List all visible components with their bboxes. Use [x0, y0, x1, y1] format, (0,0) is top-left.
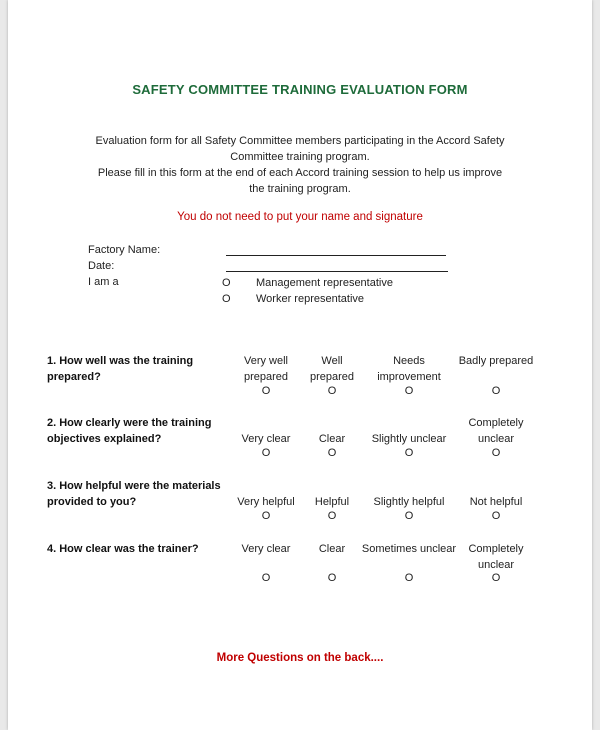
q2-option-2: Clear	[318, 433, 346, 445]
intro-paragraph-2: Please fill in this form at the end of each Accord training session to help us improve the training program.	[97, 167, 503, 195]
q4-option-3: Sometimes unclear	[361, 543, 457, 555]
date-label: Date:	[88, 260, 115, 272]
q3-radio-4[interactable]: O	[491, 510, 501, 522]
question-4: 4. How clear was the trainer?	[47, 543, 199, 555]
q1-option-4: Badly prepared	[458, 355, 534, 367]
q2-radio-2[interactable]: O	[327, 447, 337, 459]
q2-option-4: Completely unclear	[468, 417, 524, 445]
anonymity-notice: You do not need to put your name and signature	[177, 211, 423, 223]
form-intro	[90, 133, 510, 197]
q4-radio-2[interactable]: O	[327, 572, 337, 584]
q1-radio-3[interactable]: O	[404, 385, 414, 397]
form-title: SAFETY COMMITTEE TRAINING EVALUATION FORM	[132, 82, 468, 97]
q2-radio-4[interactable]: O	[491, 447, 501, 459]
q2-radio-3[interactable]: O	[404, 447, 414, 459]
q4-radio-3[interactable]: O	[404, 572, 414, 584]
q3-radio-1[interactable]: O	[261, 510, 271, 522]
q3-radio-2[interactable]: O	[327, 510, 337, 522]
role-management-label: Management representative	[256, 277, 393, 289]
role-worker-radio[interactable]: O	[222, 293, 231, 305]
role-management-radio[interactable]: O	[222, 277, 231, 289]
q4-radio-4[interactable]: O	[491, 572, 501, 584]
q4-option-4: Completely unclear	[468, 543, 524, 571]
intro-paragraph-1: Evaluation form for all Safety Committee members participating in the Accord Safety Committee training program.	[95, 135, 505, 163]
more-questions-note: More Questions on the back....	[216, 652, 384, 664]
q2-radio-1[interactable]: O	[261, 447, 271, 459]
q1-radio-1[interactable]: O	[261, 385, 271, 397]
q3-option-2: Helpful	[314, 496, 350, 508]
q3-option-1: Very helpful	[237, 496, 295, 508]
q2-option-3: Slightly unclear	[371, 433, 447, 445]
i-am-a-label: I am a	[88, 276, 119, 288]
q4-option-1: Very clear	[241, 543, 291, 555]
question-3: 3. How helpful were the materials provided to you?	[47, 480, 221, 508]
question-1: 1. How well was the training prepared?	[47, 355, 194, 383]
q3-radio-3[interactable]: O	[404, 510, 414, 522]
q1-option-2: Well prepared	[309, 355, 355, 383]
date-field[interactable]	[226, 271, 448, 272]
q4-radio-1[interactable]: O	[261, 572, 271, 584]
q1-radio-2[interactable]: O	[327, 385, 337, 397]
factory-name-label: Factory Name:	[88, 244, 161, 256]
q3-option-3: Slightly helpful	[373, 496, 445, 508]
q1-option-3: Needs improvement	[377, 355, 441, 383]
question-2: 2. How clearly were the training objectives explained?	[47, 417, 212, 445]
role-worker-label: Worker representative	[256, 293, 365, 305]
factory-name-field[interactable]	[226, 255, 446, 256]
q3-option-4: Not helpful	[469, 496, 523, 508]
q1-option-1: Very well prepared	[243, 355, 289, 383]
q2-option-1: Very clear	[241, 433, 291, 445]
q4-option-2: Clear	[318, 543, 346, 555]
q1-radio-4[interactable]: O	[491, 385, 501, 397]
